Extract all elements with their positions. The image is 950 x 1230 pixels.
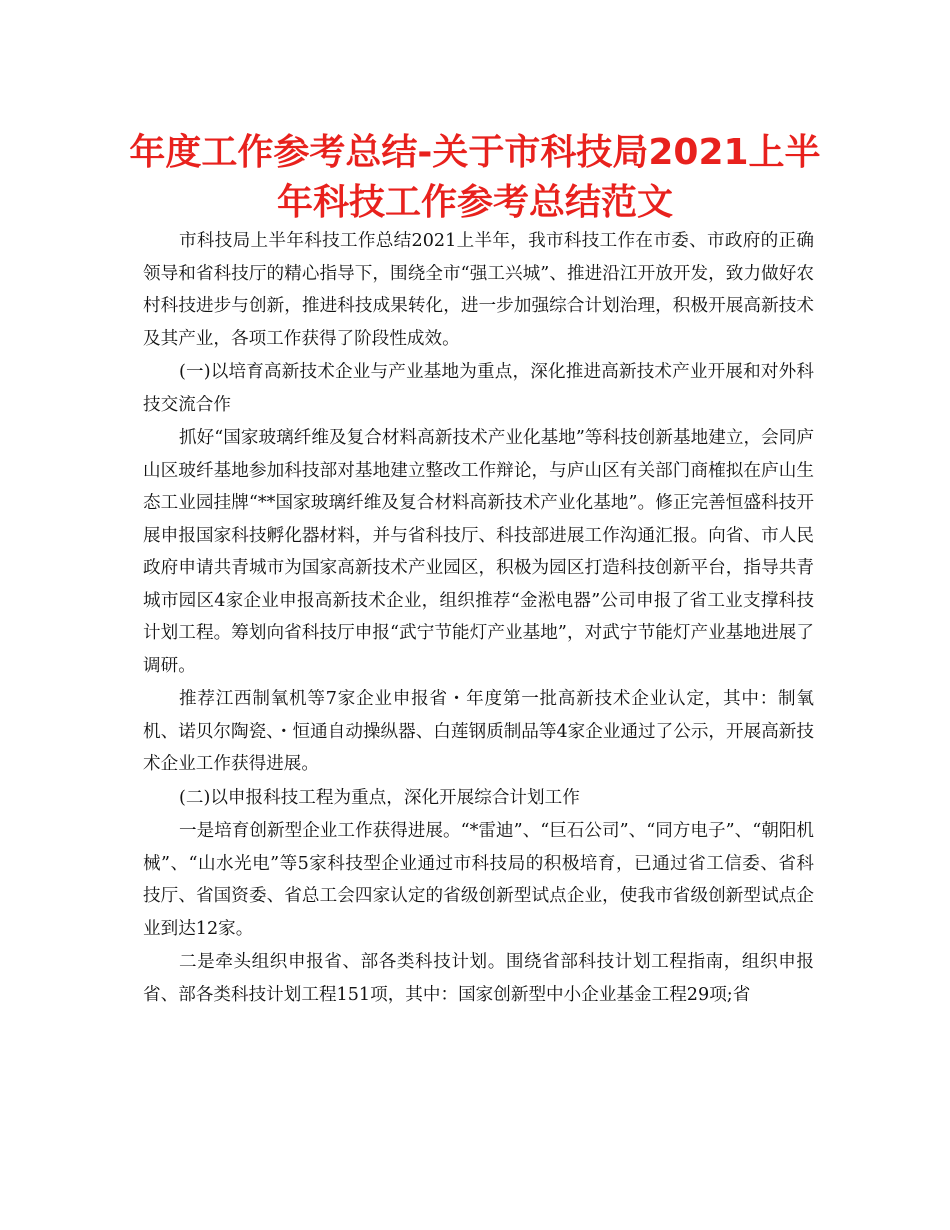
- paragraph-hightech-enterprises: 推荐江西制氧机等7家企业申报省・年度第一批高新技术企业认定，其中：制氧机、诺贝尔陶瓷、・恒通自动操纵器、白莲钢质制品等4家企业通过了公示，开展高新技术企业工作获得进展。: [143, 689, 814, 774]
- paragraph-base-building: 抓好“国家玻璃纤维及复合材料高新技术产业化基地”等科技创新基地建立，会同庐山区玻纤基地参加科技部对基地建立整改工作辩论，与庐山区有关部门商榷拟在庐山生态工业园挂牌“**国家玻璃纤维及复合材料高新技术产业化基地”。修正完善恒盛科技开展申报国家科技孵化器材料，并与省科技厅、科技部进展工作沟通汇报。向省、市人民政府申请共青城市为国家高新技术产业园区，积极为园区打造科技创新平台，指导共青城市园区4家企业申报高新技术企业，组织推荐“金淞电器”公司申报了省工业支撑科技计划工程。筹划向省科技厅申报“武宁节能灯产业基地”，对武宁节能灯产业基地进展了调研。: [143, 428, 814, 676]
- paragraph-innovative-enterprises: 一是培育创新型企业工作获得进展。“*雷迪”、“巨石公司”、“同方电子”、“朝阳机械”、“山水光电”等5家科技型企业通过市科技局的积极培育，已通过省工信委、省科技厅、省国资委、省总工会四家认定的省级创新型试点企业，使我市省级创新型试点企业到达12家。: [143, 821, 814, 939]
- section-heading-1: (一)以培育高新技术企业与产业基地为重点，深化推进高新技术产业开展和对外科技交流合作: [143, 362, 814, 415]
- document-title: 年度工作参考总结-关于市科技局2021上半年科技工作参考总结范文: [129, 132, 821, 223]
- section-heading-2: (二)以申报科技工程为重点，深化开展综合计划工作: [179, 787, 580, 808]
- paragraph-plan-applications: 二是牵头组织申报省、部各类科技计划。围绕省部科技计划工程指南，组织申报省、部各类科技计划工程151项，其中：国家创新型中小企业基金工程29项;省: [143, 952, 814, 1005]
- paragraph-intro: 市科技局上半年科技工作总结2021上半年，我市科技工作在市委、市政府的正确领导和省科技厅的精心指导下，围绕全市“强工兴城”、推进沿江开放开发，致力做好农村科技进步与创新，推进科技成果转化，进一步加强综合计划治理，积极开展高新技术及其产业，各项工作获得了阶段性成效。: [143, 231, 814, 349]
- document-body: [143, 225, 814, 1012]
